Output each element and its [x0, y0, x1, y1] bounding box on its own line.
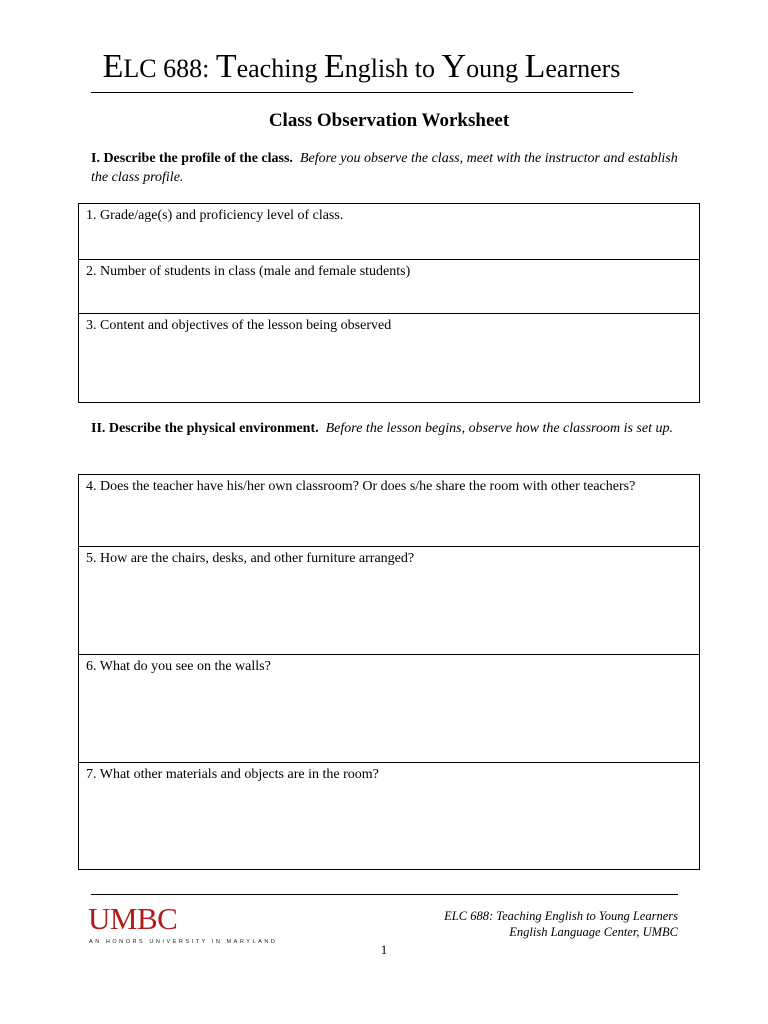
footer-center-line: English Language Center, UMBC	[509, 925, 678, 939]
question-label: 7. What other materials and objects are in the room?	[86, 767, 379, 782]
question-row-4[interactable]	[79, 475, 699, 546]
section2-intro	[91, 419, 691, 438]
question-row-1[interactable]	[79, 204, 699, 259]
section1-heading: I. Describe the profile of the class.	[91, 151, 293, 166]
section2-question-table	[78, 474, 700, 870]
header-divider	[91, 92, 633, 93]
question-row-2[interactable]	[79, 259, 699, 313]
section2-heading: II. Describe the physical environment.	[91, 421, 319, 436]
footer-divider	[91, 894, 678, 895]
title-part: English to	[323, 48, 442, 85]
section1-instruction: Before you observe the class, meet with the instructor and establish the class profile.	[91, 151, 678, 185]
title-part: ELC 688:	[102, 48, 216, 85]
question-label: 3. Content and objectives of the lesson being observed	[86, 318, 392, 333]
section1-intro	[91, 149, 691, 187]
question-label: 1. Grade/age(s) and proficiency level of class.	[86, 208, 344, 223]
question-row-3[interactable]	[79, 313, 699, 402]
footer-course-line: ELC 688: Teaching English to Young Learners	[444, 909, 678, 923]
title-part: Teaching	[215, 48, 324, 85]
question-label: 5. How are the chairs, desks, and other furniture arranged?	[86, 551, 415, 566]
question-label: 4. Does the teacher have his/her own classroom? Or does s/he share the room with other teachers?	[86, 479, 636, 494]
page-number: 1	[380, 942, 388, 957]
question-row-6[interactable]	[79, 654, 699, 762]
question-row-5[interactable]	[79, 546, 699, 654]
worksheet-title: Class Observation Worksheet	[268, 110, 510, 131]
section2-instruction: Before the lesson begins, observe how the classroom is set up.	[325, 421, 673, 436]
question-label: 6. What do you see on the walls?	[86, 659, 271, 674]
umbc-logo: UMBC	[88, 901, 178, 936]
section1-question-table	[78, 203, 700, 403]
question-label: 2. Number of students in class (male and female students)	[86, 264, 411, 279]
footer-course-info	[444, 908, 678, 940]
umbc-logo-tagline: AN HONORS UNIVERSITY IN MARYLAND	[89, 939, 278, 945]
title-part: Young	[441, 48, 525, 85]
document-header-title	[90, 50, 633, 86]
title-part: Learners	[524, 48, 621, 85]
question-row-7[interactable]	[79, 762, 699, 869]
